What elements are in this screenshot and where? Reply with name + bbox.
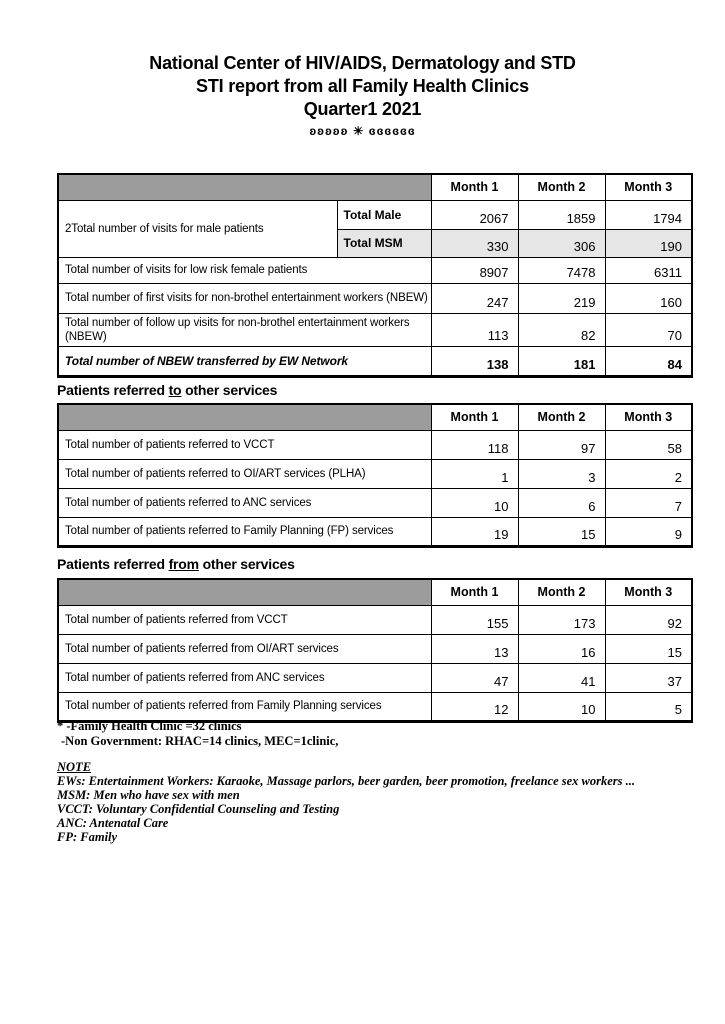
row-month2: 219 [518, 283, 605, 313]
note-line-ews: EWs: Entertainment Workers: Karaoke, Massage parlors, beer garden, beer promotion, freelance sex workers ... [57, 774, 636, 788]
total-male-label: Total Male [337, 200, 431, 229]
total-msm-month2: 306 [518, 229, 605, 257]
first-visits-nbew-row [58, 283, 692, 313]
note-block [57, 760, 635, 844]
row-month1: 8907 [431, 257, 518, 283]
row-month1: 118 [431, 430, 518, 459]
total-month3: 84 [605, 346, 692, 376]
month-2-header: Month 2 [518, 174, 605, 200]
heading-text: Patients referred [57, 382, 169, 398]
row-month2: 6 [518, 488, 605, 517]
referred-to-vcct-row [58, 430, 692, 459]
month-2-header: Month 2 [518, 404, 605, 430]
row-month3: 37 [605, 663, 692, 692]
note-line-msm: MSM: Men who have sex with men [57, 788, 240, 802]
row-label: Total number of patients referred to OI/ART services (PLHA) [58, 459, 431, 488]
row-month2: 15 [518, 517, 605, 546]
heading-underlined-word: from [168, 556, 199, 572]
referred-from-vcct-row [58, 605, 692, 634]
row-month2: 3 [518, 459, 605, 488]
total-msm-label: Total MSM [337, 229, 431, 257]
row-label: Total number of patients referred from VCCT [58, 605, 431, 634]
row-month3: 15 [605, 634, 692, 663]
row-label: Total number of patients referred to VCCT [58, 430, 431, 459]
row-month1: 10 [431, 488, 518, 517]
row-month3: 5 [605, 692, 692, 721]
referred-from-anc-row [58, 663, 692, 692]
month-3-header: Month 3 [605, 174, 692, 200]
row-label: Total number of patients referred from Family Planning services [58, 692, 431, 721]
total-msm-month1: 330 [431, 229, 518, 257]
row-label: Total number of patients referred from OI/ART services [58, 634, 431, 663]
row-month2: 97 [518, 430, 605, 459]
month-3-header: Month 3 [605, 404, 692, 430]
row-month2: 7478 [518, 257, 605, 283]
table-corner-cell [58, 579, 431, 605]
row-month1: 155 [431, 605, 518, 634]
row-month2: 41 [518, 663, 605, 692]
row-month1: 47 [431, 663, 518, 692]
row-label: Total number of visits for low risk female patients [58, 257, 431, 283]
total-month2: 181 [518, 346, 605, 376]
row-month3: 7 [605, 488, 692, 517]
referred-to-anc-row [58, 488, 692, 517]
male-visits-group-label: 2Total number of visits for male patients [58, 200, 337, 257]
heading-underlined-word: to [168, 382, 182, 398]
row-month3: 9 [605, 517, 692, 546]
referred-from-heading [57, 556, 295, 572]
row-label: Total number of follow up visits for non-brothel entertainment workers (NBEW) [58, 313, 431, 346]
row-month1: 113 [431, 313, 518, 346]
report-title-block [0, 52, 725, 138]
referred-from-oiart-row [58, 634, 692, 663]
row-month1: 1 [431, 459, 518, 488]
table-corner-cell [58, 174, 431, 200]
note-line-anc: ANC: Antenatal Care [57, 816, 169, 830]
visits-table [57, 173, 693, 378]
row-month3: 2 [605, 459, 692, 488]
table-corner-cell [58, 404, 431, 430]
footnote-clinics: * -Family Health Clinic =32 clinics [57, 719, 242, 733]
referred-to-header-row [58, 404, 692, 430]
total-male-month3: 1794 [605, 200, 692, 229]
note-line-fp: FP: Family [57, 830, 118, 844]
report-title-line3: Quarter1 2021 [303, 99, 422, 119]
row-month2: 173 [518, 605, 605, 634]
heading-text: Patients referred [57, 556, 169, 572]
row-month2: 10 [518, 692, 605, 721]
row-label: Total number of first visits for non-brothel entertainment workers (NBEW) [58, 283, 431, 313]
note-line-vcct: VCCT: Voluntary Confidential Counseling and Testing [57, 802, 340, 816]
month-2-header: Month 2 [518, 579, 605, 605]
low-risk-female-row [58, 257, 692, 283]
total-male-month1: 2067 [431, 200, 518, 229]
referred-from-header-row [58, 579, 692, 605]
row-month1: 247 [431, 283, 518, 313]
row-month1: 12 [431, 692, 518, 721]
total-male-month2: 1859 [518, 200, 605, 229]
month-1-header: Month 1 [431, 174, 518, 200]
total-month1: 138 [431, 346, 518, 376]
followup-visits-nbew-row [58, 313, 692, 346]
referred-to-heading [57, 382, 277, 398]
note-heading: NOTE [57, 760, 92, 774]
total-row-label: Total number of NBEW transferred by EW Network [58, 346, 431, 376]
month-1-header: Month 1 [431, 579, 518, 605]
row-month3: 6311 [605, 257, 692, 283]
heading-text: other services [181, 382, 278, 398]
row-month3: 70 [605, 313, 692, 346]
report-title-line2: STI report from all Family Health Clinics [196, 76, 529, 96]
heading-text: other services [198, 556, 295, 572]
month-3-header: Month 3 [605, 579, 692, 605]
row-month1: 19 [431, 517, 518, 546]
month-1-header: Month 1 [431, 404, 518, 430]
total-msm-month3: 190 [605, 229, 692, 257]
row-label: Total number of patients referred from ANC services [58, 663, 431, 692]
row-month2: 82 [518, 313, 605, 346]
row-month3: 92 [605, 605, 692, 634]
footnotes-block [57, 719, 338, 749]
row-month3: 58 [605, 430, 692, 459]
report-title-line1: National Center of HIV/AIDS, Dermatology and STD [149, 53, 576, 73]
row-month2: 16 [518, 634, 605, 663]
referred-to-fp-row [58, 517, 692, 546]
row-month3: 160 [605, 283, 692, 313]
referred-from-fp-row [58, 692, 692, 721]
visits-header-row [58, 174, 692, 200]
footnote-non-government: -Non Government: RHAC=14 clinics, MEC=1clinic, [61, 734, 339, 748]
referred-from-table [57, 578, 693, 723]
referred-to-table [57, 403, 693, 548]
row-month1: 13 [431, 634, 518, 663]
referred-to-oiart-row [58, 459, 692, 488]
ornament-divider: ʚʚʚʚʚ ☀ ɞɞɞɞɞɞ [309, 124, 416, 138]
total-male-row [58, 200, 692, 229]
row-label: Total number of patients referred to ANC services [58, 488, 431, 517]
row-label: Total number of patients referred to Family Planning (FP) services [58, 517, 431, 546]
nbew-transferred-total-row [58, 346, 692, 376]
